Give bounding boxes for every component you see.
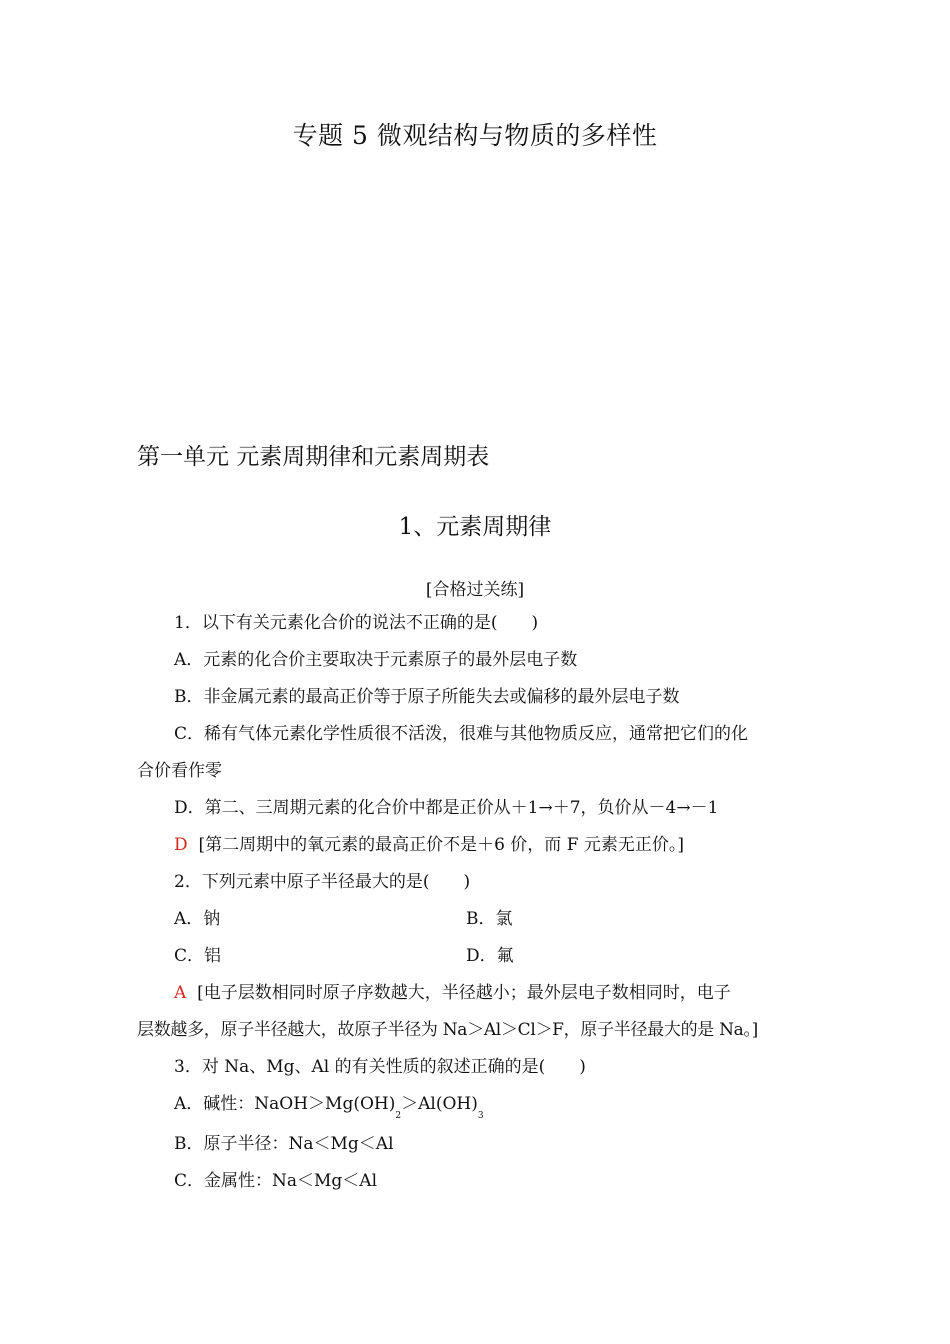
question-2-answer-continued: 层数越多，原子半径越大，故原子半径为 Na＞Al＞Cl＞F，原子半径最大的是 Na。] <box>137 1020 759 1040</box>
question-1-option-c: C．稀有气体元素化学性质很不活泼，很难与其他物质反应，通常把它们的化 <box>174 724 749 744</box>
option-a-text: A．碱性：NaOH＞Mg(OH) <box>174 1094 396 1114</box>
answer-letter: A <box>174 983 187 1003</box>
question-1-option-c-continued: 合价看作零 <box>137 761 222 781</box>
question-2-options-row-2 <box>137 938 817 975</box>
question-1-option-d: D．第二、三周期元素的化合价中都是正价从＋1→＋7，负价从－4→－1 <box>174 798 719 818</box>
question-1-option-a: A．元素的化合价主要取决于元素原子的最外层电子数 <box>174 650 578 670</box>
document-title: 专题 5 微观结构与物质的多样性 <box>292 121 658 150</box>
question-3-option-c: C．金属性：Na＜Mg＜Al <box>174 1171 378 1191</box>
answer-explanation: [第二周期中的氧元素的最高正价不是＋6 价，而 F 元素无正价。] <box>198 835 685 855</box>
question-2-stem: 2．下列元素中原子半径最大的是( ) <box>174 872 471 892</box>
question-2-option-b: B．氯 <box>466 909 513 929</box>
question-2-options-row-1 <box>137 901 817 938</box>
subscript: 3 <box>477 1111 484 1121</box>
question-3-option-b: B．原子半径：Na＜Mg＜Al <box>174 1134 394 1154</box>
answer-letter: D <box>174 835 188 855</box>
subscript: 2 <box>395 1111 402 1121</box>
question-1-answer <box>137 827 817 864</box>
question-2-answer <box>137 975 817 1012</box>
question-2-option-d: D．氟 <box>466 946 514 966</box>
question-3-stem: 3．对 Na、Mg、Al 的有关性质的叙述正确的是( ) <box>174 1057 586 1077</box>
question-2-option-c: C．铝 <box>174 946 222 966</box>
unit-heading: 第一单元 元素周期律和元素周期表 <box>137 444 490 470</box>
lesson-heading: 1、元素周期律 <box>398 514 552 540</box>
question-1-option-b: B．非金属元素的最高正价等于原子所能失去或偏移的最外层电子数 <box>174 687 680 707</box>
answer-explanation: [电子层数相同时原子序数越大，半径越小；最外层电子数相同时，电子 <box>197 983 731 1003</box>
option-a-text-continued: ＞Al(OH) <box>401 1094 478 1114</box>
section-label: [合格过关练] <box>425 580 525 600</box>
question-1-stem: 1．以下有关元素化合价的说法不正确的是( ) <box>174 613 539 633</box>
question-2-option-a: A．钠 <box>174 909 221 929</box>
